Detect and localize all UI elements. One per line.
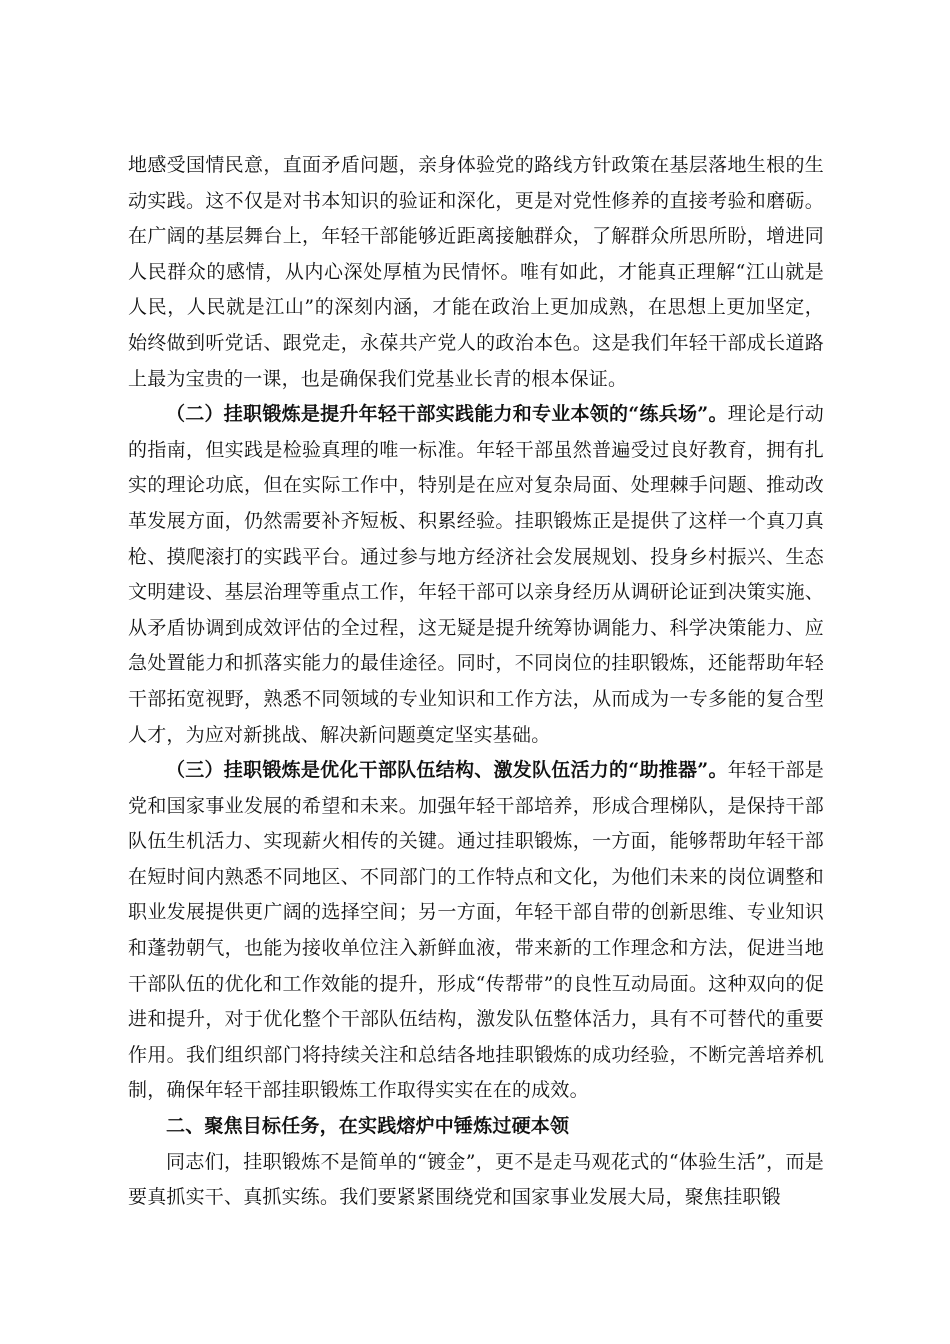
paragraph-text: 地感受国情民意，直面矛盾问题，亲身体验党的路线方针政策在基层落地生根的生动实践。这不仅是对书本知识的验证和深化，更是对党性修养的直接考验和磨砺。在广阔的基层舞台上，年轻干部能够近距离接触群众，了解群众所思所盼，增进同人民群众的感情，从内心深处厚植为民情怀。唯有如此，才能真正理解“江山就是人民，人民就是江山”的深刻内涵，才能在政治上更加成熟，在思想上更加坚定，始终做到听党话、跟党走，永葆共产党人的政治本色。这是我们年轻干部成长道路上最为宝贵的一课，也是确保我们党基业长青的根本保证。: [128, 154, 824, 390]
paragraph-text: 同志们，挂职锻炼不是简单的“镀金”，更不是走马观花式的“体验生活”，而是要真抓实干、真抓实练。我们要紧紧围绕党和国家事业发展大局，聚焦挂职锻: [128, 1150, 824, 1209]
paragraph-text: 理论是行动的指南，但实践是检验真理的唯一标准。年轻干部虽然普遍受过良好教育，拥有扎实的理论功底，但在实际工作中，特别是在应对复杂局面、处理棘手问题、推动改革发展方面，仍然需要补齐短板、积累经验。挂职锻炼正是提供了这样一个真刀真枪、摸爬滚打的实践平台。通过参与地方经济社会发展规划、投身乡村振兴、生态文明建设、基层治理等重点工作，年轻干部可以亲身经历从调研论证到决策实施、从矛盾协调到成效评估的全过程，这无疑是提升统筹协调能力、科学决策能力、应急处置能力和抓落实能力的最佳途径。同时，不同岗位的挂职锻炼，还能帮助年轻干部拓宽视野，熟悉不同领域的专业知识和工作方法，从而成为一专多能的复合型人才，为应对新挑战、解决新问题奠定坚实基础。: [128, 403, 824, 746]
document-page: [128, 148, 824, 1216]
body-paragraph-3: [128, 753, 824, 1109]
body-paragraph-4: [128, 1145, 824, 1216]
body-paragraph-2: [128, 397, 824, 753]
paragraph-text: 年轻干部是党和国家事业发展的希望和未来。加强年轻干部培养，形成合理梯队，是保持干部队伍生机活力、实现薪火相传的关键。通过挂职锻炼，一方面，能够帮助年轻干部在短时间内熟悉不同地区、不同部门的工作特点和文化，为他们未来的岗位调整和职业发展提供更广阔的选择空间；另一方面，年轻干部自带的创新思维、专业知识和蓬勃朝气，也能为接收单位注入新鲜血液，带来新的工作理念和方法，促进当地干部队伍的优化和工作效能的提升，形成“传帮带”的良性互动局面。这种双向的促进和提升，对于优化整个干部队伍结构，激发队伍整体活力，具有不可替代的重要作用。我们组织部门将持续关注和总结各地挂职锻炼的成功经验，不断完善培养机制，确保年轻干部挂职锻炼工作取得实实在在的成效。: [128, 759, 824, 1102]
paragraph-lead-heading: （三）挂职锻炼是优化干部队伍结构、激发队伍活力的“助推器”。: [166, 759, 728, 782]
section-heading: 二、聚焦目标任务，在实践熔炉中锤炼过硬本领: [166, 1115, 570, 1138]
paragraph-lead-heading: （二）挂职锻炼是提升年轻干部实践能力和专业本领的“练兵场”。: [166, 403, 728, 426]
body-paragraph-1: [128, 148, 824, 397]
